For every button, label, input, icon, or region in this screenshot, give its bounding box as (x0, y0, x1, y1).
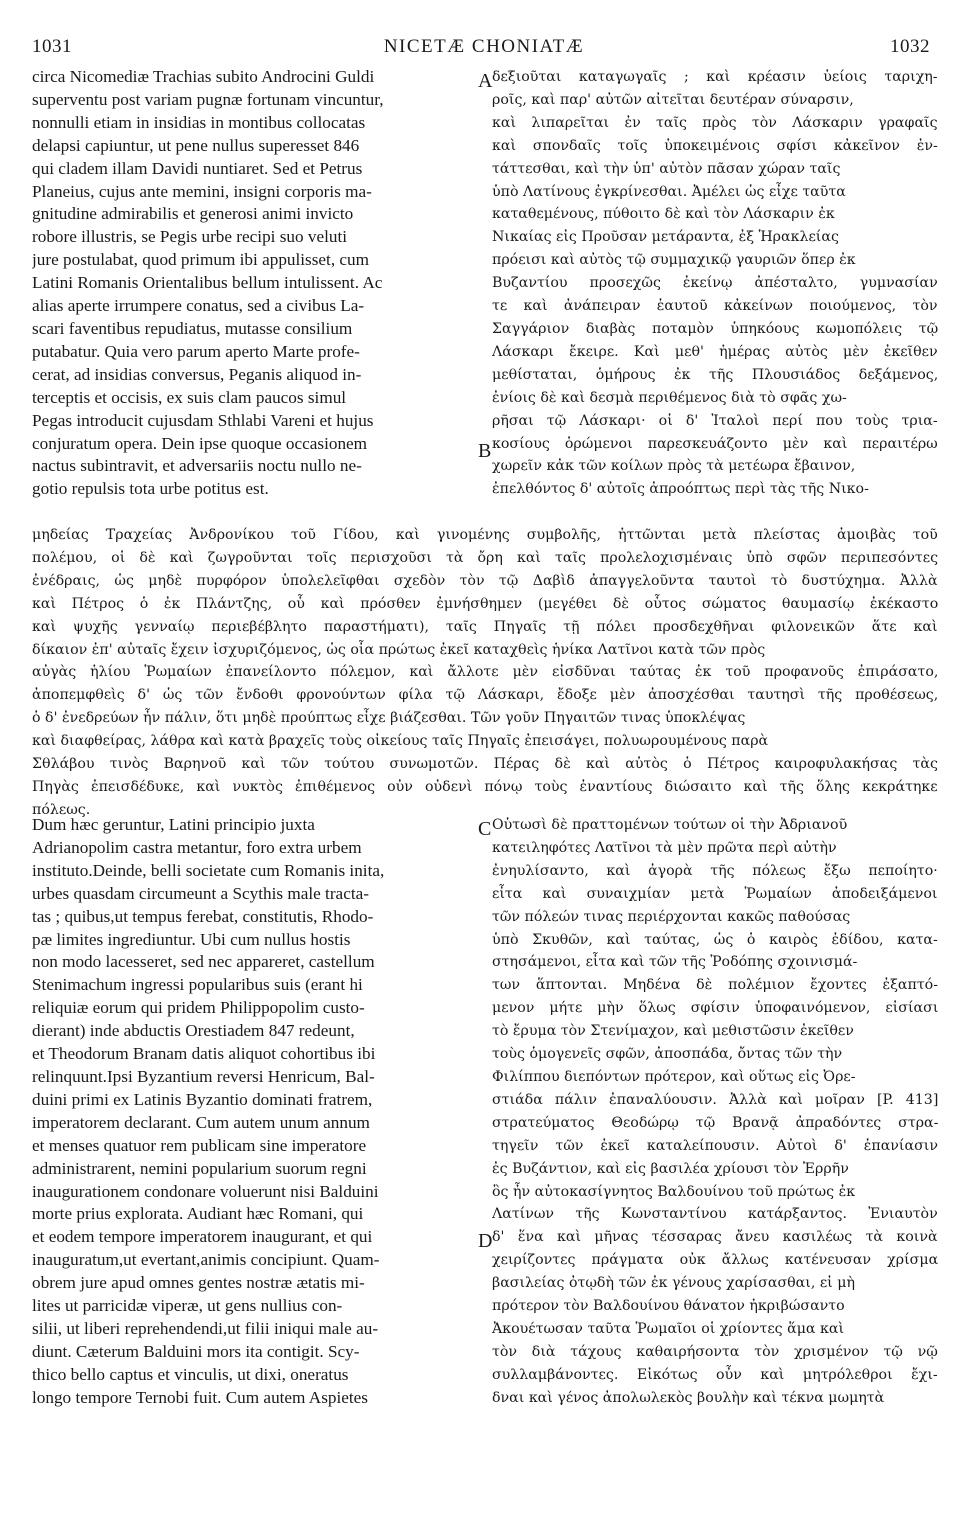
section-marker-c: C (478, 818, 492, 840)
text-line: Ἀκουέτωσαν ταῦτα Ῥωμαῖοι οἱ χρίοντες ἅμα καὶ (492, 1320, 845, 1337)
text-line: delapsi capiuntur, ut pene nullus superesset 846 (32, 135, 360, 155)
text-line: δ' ἕνα καὶ μῆνας τέσσαρας ἄνευ κασιλέως τὰ κοινὰ (492, 1229, 938, 1246)
text-line: ἐνίοις δὲ καὶ δεσμὰ περιθέμενος διὰ τὸ σφᾶς χω- (492, 389, 847, 406)
text-line: Planeius, cujus ante memini, insigni corporis ma- (32, 181, 372, 201)
text-line: Οὑτωσὶ δὲ πραττομένων τούτων οἱ τὴν Ἀδριανοῦ (492, 817, 848, 833)
text-line: συλλαμβάνοντες. Εἰκότως οὖν καὶ μητρόλεθροι ἔχι- (492, 1366, 938, 1383)
section-marker-a: A (478, 70, 493, 92)
text-line: urbes quasdam circumeunt a Scythis male tracta- (32, 883, 369, 903)
text-line: ἐνέδραις, ὡς μηδὲ πυρφόρον ὑπολελεῖφθαι σχεδὸν τὸν τῷ Δαβὶδ ἀπαγγελοῦντα ταυτοὶ τὸ δυστύχημα. Ἀλλὰ (32, 572, 938, 589)
text-line: δναι καὶ γένος ἀπολωλεκὸς βουλὴν καὶ τέκνα μωμητὰ (492, 1389, 885, 1406)
text-line: thico bello captus et vinculis, ut dixi, oneratus (32, 1364, 349, 1384)
text-line: ἀποπεμφθεὶς δ' ὡς τῶν ἔνδοθι φρονούντων φίλα τῷ Λάσκαρι, ἔδοξε μὲν ἀποσχέσθαι ταυτησὶ τῆς προθέσεως, (32, 687, 938, 704)
text-line: Λατίνων τῆς Κωνσταντίνου κατάρξαντος. Ἐνιαυτὸν (492, 1206, 938, 1223)
text-line: χωρεῖν κἀκ τῶν κοίλων πρὸς τὰ μετέωρα ἔβαινον, (492, 458, 856, 475)
text-line: qui cladem illam Davidi nuntiaret. Sed et Petrus (32, 158, 363, 178)
page-number-right: 1032 (890, 36, 930, 57)
text-line: inaugurationem condonare voluerunt nisi Balduini (32, 1181, 379, 1201)
text-line: diunt. Cæterum Balduini mors ita contigit. Scy- (32, 1341, 360, 1361)
text-line: στησάμενοι, εἶτα καὶ τῶν τῆς Ῥοδόπης σχοινισμά- (492, 954, 858, 971)
text-line: conjuratum opera. Dein ipse quoque occasionem (32, 433, 368, 453)
greek-column-bottom (492, 814, 938, 1410)
text-line: εἶτα καὶ συναιχμίαν μετὰ Ῥωμαίων ἀποδειξάμενοι (492, 885, 938, 902)
text-line: scari faventibus repudiatus, mutasse consilium (32, 318, 353, 338)
text-line: pæ limites ingrediuntur. Ubi cum nullus hostis (32, 929, 351, 949)
text-line: ὃς ἦν αὐτοκασίγνητος Βαλδουίνου τοῦ πρώτως ἐκ (492, 1183, 856, 1200)
text-line: μηδείας Τραχείας Ἀνδρονίκου τοῦ Γίδου, καὶ γινομένης συμβολῆς, ἡττῶνται μετὰ πλείστας ἀμοιβὰς τοῦ (32, 527, 938, 543)
text-line: relinquunt.Ipsi Byzantium reversi Henricum, Bal- (32, 1066, 375, 1086)
text-line: τε καὶ ἀνάπειραν ἑαυτοῦ κἀκείνων ποιούμενος, τὸν (492, 298, 938, 315)
text-line: instituto.Deinde, belli societate cum Romanis inita, (32, 860, 385, 880)
text-line: Νικαίας εἰς Προῦσαν μετάραντα, ἐξ Ἡρακλείας (492, 229, 839, 246)
text-line: inauguratum,ut evertant,animis concipiunt. Quam- (32, 1250, 380, 1270)
section-marker-b: B (478, 440, 492, 462)
text-line: ἐνηυλίσαντο, καὶ ἀγορὰ τῆς πόλεως ἔξω πεποίητο· (492, 862, 938, 879)
running-title: NICETÆ CHONIATÆ (383, 36, 585, 57)
text-line: longo tempore Ternobi fuit. Cum autem Aspietes (32, 1387, 368, 1407)
text-line: πολέμου, οἱ δὲ καὶ ζωγροῦνται τοῖς περισχοῦσι τὰ ὄρη καὶ ταῖς προλελοχισμέναις ὑπὸ σφῶν περιπεσόντες (32, 549, 938, 566)
text-line: Λάσκαρι ἔκειρε. Καὶ μεθ' ἡμέρας αὐτὸς μὲν ἐκεῖθεν (492, 343, 938, 360)
text-line: τὸ ἔρυμα τὸν Στενίμαχον, καὶ μεθιστῶσιν ἐκεῖθεν (492, 1023, 854, 1040)
text-line: circa Nicomediæ Trachias subito Androcini Guldi (32, 67, 375, 86)
text-line: καὶ Πέτρος ὁ ἐκ Πλάντζης, οὗ καὶ πρόσθεν ἐμνήσθημεν (μεγέθει δὲ οὗτος σώματος θαυμασίῳ ἐκέκαστο (32, 595, 938, 612)
page-number-left: 1031 (32, 36, 72, 57)
text-line: καὶ ψυχῆς γενναίῳ περιεβέβλητο παραστήματι), ταῖς Πηγαῖς τῇ πόλει προσδεχθῆναι φιλονεικῶν ἅτε καὶ (32, 618, 938, 635)
text-line: nactus subintravit, et adversariis noctu nullo ne- (32, 456, 362, 476)
text-line: Latini Romanis Orientalibus bellum intulissent. Ac (32, 273, 383, 293)
greek-column-top (492, 66, 938, 501)
text-line: et eodem tempore imperatorem inaugurant, et qui (32, 1227, 373, 1247)
text-line: πρόεισι καὶ αὐτὸς τῷ συμμαχικῷ γαυριῶν ὅπερ ἐκ (492, 252, 856, 269)
text-line: et Theodorum Branam datis aliquot cohortibus ibi (32, 1044, 376, 1064)
section-marker-d: D (478, 1230, 493, 1252)
text-line: cerat, ad insidias conversus, Peganis aliquod in- (32, 364, 362, 384)
text-line: ὑπὸ Λατίνους ἐγκρίνεσθαι. Ἀμέλει ὡς εἶχε ταῦτα (492, 183, 846, 200)
text-line: καὶ λιπαρεῖται ἐν ταῖς πρὸς τὸν Λάσκαριν γραφαῖς (492, 114, 938, 131)
text-line: terceptis et occisis, ex suis clam paucos simul (32, 387, 347, 407)
text-line: nonnulli etiam in insidias in montibus collocatas (32, 112, 366, 132)
text-line: Stenimachum ingressi popularibus suis (erant hi (32, 975, 363, 995)
text-line: στρατεύματος Θεοδώρῳ τῷ Βρανᾷ ἀπραδόντες στρα- (492, 1114, 938, 1131)
text-line: καὶ σπονδαῖς τοῖς ὑποκειμένοις σφίσι κἀκεῖνον ἐν- (492, 137, 938, 154)
text-line: ἐπελθόντος δ' αὐτοῖς ἀπροόπτως περὶ τὰς τῆς Νικο- (492, 481, 869, 498)
text-line: μενον μήτε μὴν ὅλως σφίσιν ὑποφαινόμενον, εἰσίασι (492, 1000, 938, 1017)
text-line: Pegas introducit cujusdam Sthlabi Vareni et hujus (32, 410, 374, 430)
text-line: ἐς Βυζάντιον, καὶ εἰς βασιλέα χρίουσι τὸν Ἐρρῆν (492, 1160, 849, 1177)
text-line: χειρίζοντες πράγματα οὐκ ἄλλως κατένευσαν χρίσμα (492, 1252, 938, 1269)
text-line: gnitudine admirabilis et generosi animi invicto (32, 204, 354, 224)
text-line: Πηγὰς ἐπεισδέδυκε, καὶ νυκτὸς ἐπιθέμενος οὐν οὐδενὶ πόνῳ τοὺς ἐναντίους διώσαιτο καὶ τῆς ὅλης κεκράτηκε (32, 778, 938, 795)
latin-column-bottom (32, 814, 478, 1410)
text-line: τὸν διὰ τάχους καθαιρήσοντα τὸν χρισμένον τῷ νῷ (492, 1343, 938, 1360)
text-line: Φιλίππου διεπόντων πρότερον, καὶ οὕτως εἰς Ὀρε- (492, 1068, 856, 1085)
text-line: τηγεῖν τῶν ἐκεῖ καταλείπουσιν. Αὐτοὶ δ' ἐπανίασιν (492, 1137, 938, 1154)
text-line: ὑπὸ Σκυθῶν, καὶ ταύτας, ὡς ὁ καιρὸς ἐδίδου, κατα- (492, 931, 938, 948)
text-line: των ἅπτονται. Μηδένα δὲ πολέμιον ἔχοντες ἐξαπτό- (492, 977, 938, 994)
text-line: ὁ δ' ἐνεδρεύων ἦν πάλιν, ὅτι μηδὲ προύπτως εἶχε βιάζεσθαι. Τῶν γοῦν Πηγαιτῶν τινας ὑποκλέψας (32, 710, 746, 727)
text-line: lites ut parricidæ viperæ, ut gens nullius con- (32, 1296, 343, 1316)
text-line: gotio repulsis tota urbe potitus est. (32, 479, 269, 499)
text-line: superventu post variam pugnæ fortunam vincuntur, (32, 89, 384, 109)
text-line: Σθλάβου τινὸς Βαρηνοῦ καὶ τῶν τούτου συνωμοτῶν. Πέρας δὲ καὶ αὐτὸς ὁ Πέτρος καιροφυλακήσας τὰς (32, 756, 938, 773)
latin-column-top (32, 66, 478, 501)
text-line: Σαγγάριον διαβὰς ποταμὸν ὑπηκόους κωμοπόλεις τῷ (492, 320, 938, 337)
text-line: τάττεσθαι, καὶ τὴν ὑπ' αὐτὸν πᾶσαν χώραν ταῖς (492, 160, 841, 177)
text-line: administrarent, nemini popularium suorum regni (32, 1158, 367, 1178)
text-line: imperatorem declarant. Cum autem unum annum (32, 1112, 370, 1132)
text-line: duini primi ex Latinis Byzantio dominati fratrem, (32, 1089, 373, 1109)
text-line: αὐγὰς ἡλίου Ῥωμαίων ἐπανείλοντο πόλεμον, καὶ ἄλλοτε μὲν εἰσδῦναι ταύτας ἐκ τοῦ προφανοῦς ἐπιράσατο, (32, 664, 938, 681)
text-line: silii, ut liberi reprehendendi,ut filii iniqui male au- (32, 1318, 379, 1338)
greek-full-width-block (32, 524, 938, 822)
text-line: ροῖς, καὶ παρ' αὐτῶν αἰτεῖται δευτέραν σύναρσιν, (492, 91, 854, 108)
text-line: μεθίσταται, ὁμήρους ἐκ τῆς Πλουσιάδος δεξάμενος, (492, 366, 938, 383)
text-line: alias aperte irrumpere conatus, sed a civibus La- (32, 296, 365, 316)
text-line: non modo lacesseret, sed nec appareret, castellum (32, 952, 375, 972)
text-line: πόλεως. (32, 801, 91, 818)
text-line: στιάδα πάλιν ἐπαναλύουσιν. Ἀλλὰ καὶ μοῖραν [P. 413] (492, 1091, 938, 1108)
text-line: βασιλείας ὀτῳδὴ τῶν ἐκ γένους χαρίσασθαι, εἰ μὴ (492, 1275, 855, 1292)
text-line: robore illustris, se Pegis urbe recipi suo veluti (32, 227, 348, 247)
text-line: Adrianopolim castra metantur, foro extra urbem (32, 837, 362, 857)
text-line: καὶ διαφθείρας, λάθρα καὶ κατὰ βραχεῖς τοὺς οἰκείους ταῖς Πηγαῖς ἐπεισάγει, πολυωρουμένους παρὰ (32, 733, 769, 750)
text-line: πρότερον τὸν Βαλδουίνου θάνατον ἠκριβώσαντο (492, 1298, 845, 1315)
text-line: κατειληφότες Λατῖνοι τὰ μὲν πρῶτα περὶ αὐτὴν (492, 839, 837, 856)
text-line: κοσίους ὁρώμενοι παρεσκευάζοντο μὲν καὶ περαιτέρω (492, 435, 938, 452)
text-line: τῶν πόλεών τινας περιέρχονται κακῶς παθούσας (492, 908, 851, 925)
text-line: Dum hæc geruntur, Latini principio juxta (32, 815, 315, 834)
text-line: ρῆσαι τῷ Λάσκαρι· οἱ δ' Ἰταλοὶ περί που τοὺς τρια- (492, 412, 938, 429)
text-line: δίκαιον ἐπ' αὐταῖς ἔχειν ἰσχυριζόμενος, ὡς οἷα πρώτως ἐκεῖ καταχθεὶς ἡνίκα Λατῖνοι κατὰ τῶν πρὸς (32, 641, 766, 658)
text-line: reliquiæ eorum qui pridem Philippopolim custo- (32, 998, 365, 1018)
text-line: δεξιοῦται καταγωγαῖς ; καὶ κρέασιν ὑείοις ταριχη- (492, 69, 938, 85)
text-line: jure postulabat, quod primum ibi appulisset, cum (32, 250, 370, 270)
text-line: tas ; quibus,ut tempus ferebat, constitutis, Rhodo- (32, 906, 374, 926)
text-line: et menses quatuor rem publicam sine imperatore (32, 1135, 367, 1155)
text-line: morte prius explorata. Audiant hæc Romani, qui (32, 1204, 364, 1224)
text-line: Βυζαντίου προσεχῶς ἐκείνῳ ἀπέσταλτο, γυμνασίαν (492, 275, 938, 292)
text-line: καταθεμένους, πύθοιτο δὲ καὶ τὸν Λάσκαριν ἐκ (492, 206, 835, 223)
text-line: putabatur. Quia vero parum aperto Marte profe- (32, 341, 360, 361)
text-line: τοὺς ὁμογενεῖς σφῶν, ἀποσπάδα, ὄντας τῶν τὴν (492, 1046, 843, 1063)
text-line: dierant) inde abductis Orestiadem 847 redeunt, (32, 1021, 355, 1041)
text-line: obrem jure apud omnes gentes nostræ ætatis mi- (32, 1273, 365, 1293)
